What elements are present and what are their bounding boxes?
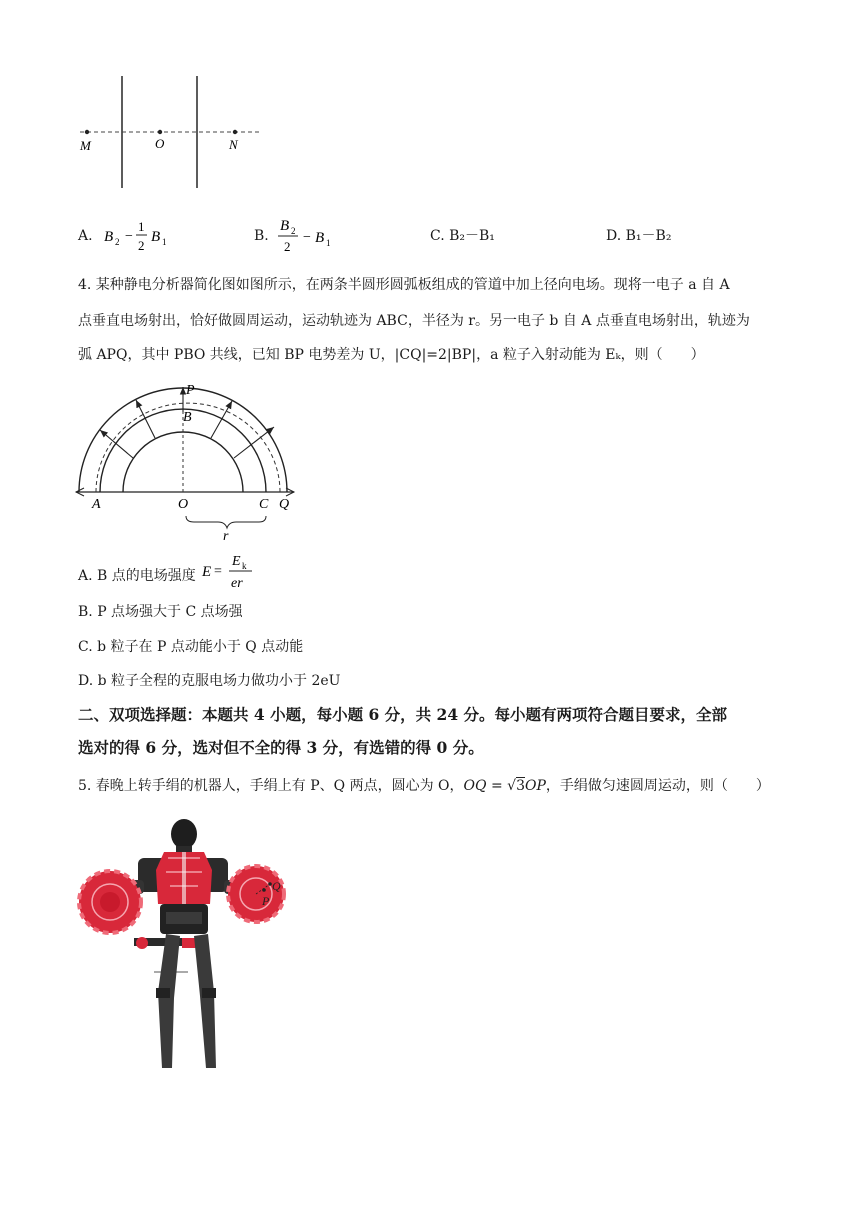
q3-option-d: D. B₁－B₂ — [606, 228, 672, 244]
q4-stem-line2: 点垂直电场射出，恰好做圆周运动，运动轨迹为 ABC，半径为 r。另一电子 b 自 A 点垂直电场射出，轨迹为 — [78, 313, 750, 329]
q3-option-b-letter: B. — [254, 228, 269, 244]
label-P-robot: P — [262, 894, 270, 908]
q5-formula: OQ — [463, 778, 487, 794]
q3-option-b-formula — [274, 210, 344, 258]
q5-stem: 5. 春晚上转手绢的机器人，手绢上有 P、Q 两点，圆心为 O，OQ = √3OP，手绢做匀速圆周运动，则（ ） — [78, 778, 770, 794]
label-C: C — [259, 497, 269, 512]
svg-text:−: − — [125, 229, 133, 244]
svg-text:2: 2 — [284, 239, 291, 254]
svg-text:er: er — [231, 576, 243, 591]
radius-brace — [186, 516, 266, 528]
label-P: P — [186, 383, 195, 398]
q4-option-a-formula — [200, 549, 260, 593]
robot-head — [171, 819, 197, 849]
svg-text:−: − — [303, 230, 311, 245]
q4-option-a — [78, 566, 196, 586]
field-arrow — [136, 400, 155, 438]
svg-text:1: 1 — [138, 219, 145, 234]
label-A: A — [92, 497, 101, 512]
svg-text:B: B — [280, 218, 290, 234]
q4-option-c: C. b 粒子在 P 点动能小于 Q 点动能 — [78, 639, 304, 655]
point-O — [158, 130, 162, 134]
robot-photo — [76, 812, 291, 1074]
label-Q-robot: Q — [272, 879, 281, 893]
sqrt-symbol: √3 — [507, 778, 525, 794]
q3-option-c: C. B₂－B₁ — [430, 228, 495, 244]
label-Q: Q — [279, 497, 290, 512]
q4-option-b: B. P 点场强大于 C 点场强 — [78, 604, 243, 620]
svg-text:E: E — [232, 554, 241, 569]
point-N — [233, 130, 237, 134]
svg-text:k: k — [242, 561, 247, 571]
q3-option-a — [78, 226, 93, 246]
q3-option-a-letter: A. — [78, 228, 93, 244]
section-heading-line1: 二、双项选择题：本题共 4 小题，每小题 6 分，共 24 分。每小题有两项符合题目要求，全部 — [78, 705, 728, 724]
label-O: O — [178, 497, 189, 512]
section-heading-line2: 选对的得 6 分，选对但不全的得 3 分，有选错的得 0 分。 — [78, 738, 484, 757]
point-M — [85, 130, 89, 134]
q4-stem-line3: 弧 APQ，其中 PBO 共线，已知 BP 电势差为 U，|CQ|=2|BP|，a 粒子入射动能为 Eₖ，则（ ） — [78, 347, 705, 363]
figure-mon — [70, 70, 270, 195]
q5-stem-before: 5. 春晚上转手绢的机器人，手绢上有 P、Q 两点，圆心为 O， — [78, 778, 464, 794]
robot-legs — [158, 934, 180, 1068]
q5-stem-after: ，手绢做匀速圆周运动，则（ ） — [545, 778, 770, 794]
q4-option-a-text: A. B 点的电场强度 — [78, 568, 196, 584]
q3-option-b — [254, 226, 269, 246]
svg-text:B: B — [315, 230, 325, 246]
svg-text:2: 2 — [138, 238, 145, 253]
label-B: B — [183, 410, 192, 425]
q4-stem-line1: 4. 某种静电分析器简化图如图所示，在两条半圆形圆弧板组成的管道中加上径向电场。现将一电子 a 自 A — [78, 277, 730, 293]
svg-text:E: E — [202, 564, 212, 580]
svg-text:2: 2 — [115, 237, 120, 247]
q3-option-a-formula — [98, 214, 178, 258]
svg-text:B: B — [151, 229, 161, 245]
q4-option-d: D. b 粒子全程的克服电场力做功小于 2eU — [78, 673, 341, 689]
label-r: r — [223, 529, 229, 544]
field-arrow — [100, 430, 133, 458]
label-M: M — [80, 138, 91, 153]
svg-text:2: 2 — [291, 226, 296, 236]
label-N: N — [229, 137, 238, 152]
label-O: O — [155, 136, 165, 151]
svg-text:=: = — [214, 564, 222, 579]
svg-text:1: 1 — [326, 238, 331, 248]
figure-analyzer — [70, 372, 300, 544]
svg-text:B: B — [104, 229, 114, 245]
svg-text:1: 1 — [162, 237, 167, 247]
